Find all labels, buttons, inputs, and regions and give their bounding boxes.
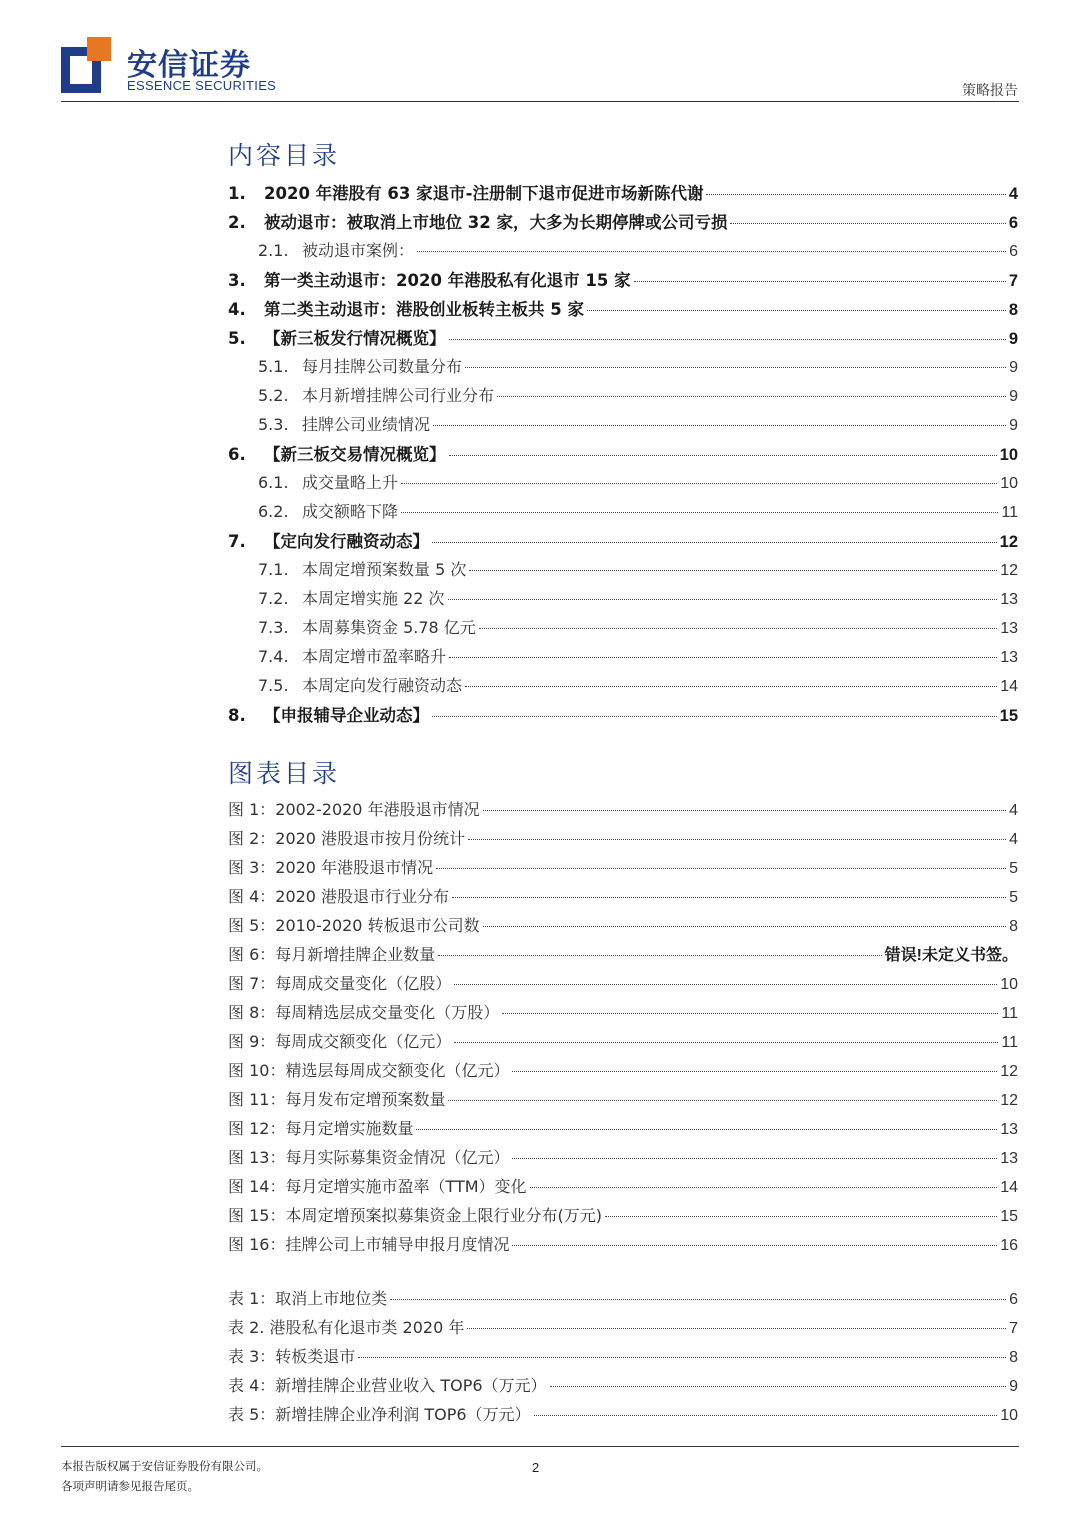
dot-leader	[497, 396, 1006, 397]
toc-number: 7.	[228, 532, 246, 551]
figure-list-item[interactable]	[228, 1087, 1018, 1111]
dot-leader	[452, 897, 1006, 898]
toc-page-number: 13	[1000, 620, 1018, 637]
toc-page-number: 11	[1001, 1005, 1018, 1022]
figure-list-item[interactable]	[228, 1000, 1018, 1024]
toc-item-level2[interactable]	[258, 586, 1018, 610]
dot-leader	[468, 839, 1006, 840]
dot-leader	[390, 1299, 1006, 1300]
toc-page-number: 13	[1000, 649, 1018, 666]
toc-entry-text: 挂牌公司业绩情况	[302, 415, 431, 434]
toc-page-number: 10	[1000, 976, 1018, 993]
toc-item-level2[interactable]	[258, 383, 1018, 407]
essence-logo-icon	[61, 37, 111, 93]
dot-leader	[605, 1216, 997, 1217]
toc-number: 5.	[228, 329, 246, 348]
toc-item-level1[interactable]	[228, 180, 1018, 204]
toc-number: 6.1.	[258, 473, 289, 492]
toc-entry-text: 第一类主动退市：2020 年港股私有化退市 15 家	[264, 271, 631, 290]
toc-page-number: 5	[1009, 860, 1018, 877]
toc-page-number: 15	[999, 707, 1018, 725]
toc-entry-text: 图 10：精选层每周成交额变化（亿元）	[228, 1061, 510, 1080]
toc-item-level1[interactable]	[228, 325, 1018, 349]
toc-page-number: 13	[1000, 1150, 1018, 1167]
dot-leader	[550, 1386, 1007, 1387]
contents-title: 内容目录	[228, 141, 341, 170]
dot-leader	[502, 1013, 998, 1014]
toc-page-number: 8	[1009, 918, 1018, 935]
dot-leader	[436, 868, 1006, 869]
toc-number: 4.	[228, 300, 246, 319]
toc-item-level2[interactable]	[258, 470, 1018, 494]
toc-entry-text: 图 14：每月定增实施市盈率（TTM）变化	[228, 1177, 527, 1196]
toc-item-level2[interactable]	[258, 354, 1018, 378]
dot-leader	[438, 955, 881, 956]
toc-entry-text: 每月挂牌公司数量分布	[302, 357, 463, 376]
toc-item-level2[interactable]	[258, 557, 1018, 581]
toc-page-number: 9	[1009, 388, 1018, 405]
header-divider	[61, 101, 1019, 102]
toc-entry-text: 图 6：每月新增挂牌企业数量	[228, 945, 436, 964]
toc-page-number: 10	[999, 446, 1018, 464]
figure-list-item[interactable]	[228, 1232, 1018, 1256]
toc-entry-text: 成交量略上升	[302, 473, 399, 492]
dot-leader	[449, 657, 997, 658]
toc-entry-text: 图 7：每周成交量变化（亿股）	[228, 974, 452, 993]
toc-entry-text: 被动退市：被取消上市地位 32 家，大多为长期停牌或公司亏损	[264, 213, 728, 232]
toc-entry-text: 本周定向发行融资动态	[302, 676, 463, 695]
dot-leader	[401, 483, 997, 484]
figure-list-item[interactable]	[228, 884, 1018, 908]
toc-entry-text: 表 2. 港股私有化退市类 2020 年	[228, 1318, 465, 1337]
dot-leader	[530, 1187, 998, 1188]
copyright-text: 本报告版权属于安信证券股份有限公司。	[61, 1459, 268, 1473]
toc-item-level1[interactable]	[228, 209, 1018, 233]
figure-list-item[interactable]	[228, 1029, 1018, 1053]
toc-entry-text: 表 4：新增挂牌企业营业收入 TOP6（万元）	[228, 1376, 547, 1395]
toc-page-number: 5	[1009, 889, 1018, 906]
dot-leader	[512, 1158, 997, 1159]
figure-list-item[interactable]	[228, 1203, 1018, 1227]
figure-list-item[interactable]	[228, 1058, 1018, 1082]
toc-entry-text: 图 16：挂牌公司上市辅导申报月度情况	[228, 1235, 510, 1254]
toc-entry-text: 图 11：每月发布定增预案数量	[228, 1090, 446, 1109]
toc-number: 6.2.	[258, 502, 289, 521]
toc-number: 2.1.	[258, 241, 289, 260]
toc-entry-text: 图 12：每月定增实施数量	[228, 1119, 414, 1138]
dot-leader	[433, 425, 1006, 426]
page-header	[0, 0, 1080, 104]
toc-page-number: 9	[1009, 1378, 1018, 1395]
figure-list-item[interactable]	[228, 1145, 1018, 1169]
toc-page-number: 9	[1008, 330, 1018, 348]
toc-item-level2[interactable]	[258, 412, 1018, 436]
toc-page-number: 13	[1000, 1121, 1018, 1138]
dot-leader	[448, 599, 998, 600]
toc-number: 5.1.	[258, 357, 289, 376]
dot-leader	[479, 628, 997, 629]
dot-leader	[432, 716, 997, 717]
toc-page-number: 6	[1008, 214, 1018, 232]
toc-page-number: 7	[1008, 272, 1018, 290]
dot-leader	[401, 512, 998, 513]
toc-item-level2[interactable]	[258, 238, 1018, 262]
dot-leader	[706, 194, 1005, 195]
toc-page-number: 12	[1000, 1092, 1018, 1109]
dot-leader	[416, 1129, 997, 1130]
toc-number: 6.	[228, 445, 246, 464]
toc-page-number: 16	[1000, 1237, 1018, 1254]
toc-item-level1[interactable]	[228, 267, 1018, 291]
report-type-label: 策略报告	[962, 83, 1018, 99]
dot-leader	[454, 984, 997, 985]
toc-page-number: 8	[1008, 301, 1018, 319]
toc-entry-text: 第二类主动退市：港股创业板转主板共 5 家	[264, 300, 584, 319]
dot-leader	[432, 542, 997, 543]
figure-list-item[interactable]	[228, 797, 1018, 821]
figure-list-item[interactable]	[228, 971, 1018, 995]
figure-list-item[interactable]	[228, 855, 1018, 879]
brand-name-cn: 安信证券	[127, 48, 251, 83]
disclaimer-text: 各项声明请参见报告尾页。	[61, 1479, 199, 1493]
figure-list-item[interactable]	[228, 826, 1018, 850]
toc-page-number: 12	[999, 533, 1018, 551]
toc-entry-text: 【申报辅导企业动态】	[264, 706, 429, 725]
toc-number: 5.3.	[258, 415, 289, 434]
toc-entry-text: 表 3：转板类退市	[228, 1347, 356, 1366]
dot-leader	[465, 686, 997, 687]
toc-number: 8.	[228, 706, 246, 725]
toc-item-level1[interactable]	[228, 702, 1018, 726]
dot-leader	[634, 281, 1006, 282]
toc-item-level1[interactable]	[228, 528, 1018, 552]
toc-entry-text: 本月新增挂牌公司行业分布	[302, 386, 495, 405]
toc-number: 1.	[228, 184, 246, 203]
toc-number: 5.2.	[258, 386, 289, 405]
toc-entry-text: 本周定增实施 22 次	[302, 589, 445, 608]
toc-page-number: 7	[1009, 1320, 1018, 1337]
toc-page-number: 10	[1000, 1407, 1018, 1424]
toc-entry-text: 成交额略下降	[302, 502, 399, 521]
dot-leader	[483, 810, 1007, 811]
toc-number: 7.4.	[258, 647, 289, 666]
toc-page-number: 4	[1009, 831, 1018, 848]
toc-page-number: 11	[1001, 1034, 1018, 1051]
toc-page-number: 13	[1000, 591, 1018, 608]
figure-list-item[interactable]	[228, 913, 1018, 937]
table-list-item[interactable]	[228, 1286, 1018, 1310]
toc-entry-text: 本周定增预案数量 5 次	[302, 560, 467, 579]
toc-entry-text: 2020 年港股有 63 家退市-注册制下退市促进市场新陈代谢	[264, 184, 704, 203]
figure-list-item[interactable]	[228, 1116, 1018, 1140]
toc-item-level2[interactable]	[258, 644, 1018, 668]
table-list-item[interactable]	[228, 1315, 1018, 1339]
toc-page-number: 10	[1000, 475, 1018, 492]
dot-leader	[534, 1415, 998, 1416]
toc-item-level1[interactable]	[228, 296, 1018, 320]
dot-leader	[465, 367, 1006, 368]
figure-list-item[interactable]	[228, 942, 1018, 966]
table-list-item[interactable]	[228, 1344, 1018, 1368]
toc-entry-text: 本周募集资金 5.78 亿元	[302, 618, 476, 637]
toc-entry-text: 【定向发行融资动态】	[264, 532, 429, 551]
toc-number: 7.3.	[258, 618, 289, 637]
dot-leader	[449, 339, 1006, 340]
toc-entry-text: 【新三板发行情况概览】	[264, 329, 446, 348]
toc-page-number: 4	[1008, 185, 1018, 203]
dot-leader	[448, 1100, 997, 1101]
figure-list-item[interactable]	[228, 1174, 1018, 1198]
toc-entry-text: 图 8：每周精选层成交量变化（万股）	[228, 1003, 500, 1022]
dot-leader	[467, 1328, 1006, 1329]
figures-title: 图表目录	[228, 759, 341, 788]
dot-leader	[454, 1042, 998, 1043]
dot-leader	[417, 251, 1006, 252]
table-list-item[interactable]	[228, 1402, 1018, 1426]
toc-entry-text: 【新三板交易情况概览】	[264, 445, 446, 464]
dot-leader	[512, 1245, 997, 1246]
toc-item-level2[interactable]	[258, 615, 1018, 639]
toc-page-number: 错误!未定义书签。	[884, 947, 1018, 964]
toc-entry-text: 图 2：2020 港股退市按月份统计	[228, 829, 466, 848]
toc-number: 7.5.	[258, 676, 289, 695]
toc-page-number: 6	[1009, 243, 1018, 260]
dot-leader	[358, 1357, 1006, 1358]
toc-entry-text: 图 5：2010-2020 转板退市公司数	[228, 916, 480, 935]
toc-page-number: 4	[1009, 802, 1018, 819]
dot-leader	[449, 455, 997, 456]
footer-divider	[61, 1446, 1019, 1447]
toc-page-number: 11	[1001, 504, 1018, 521]
toc-page-number: 15	[1000, 1208, 1018, 1225]
toc-item-level2[interactable]	[258, 499, 1018, 523]
dot-leader	[730, 223, 1005, 224]
toc-entry-text: 图 9：每周成交额变化（亿元）	[228, 1032, 452, 1051]
toc-page-number: 14	[1000, 1179, 1018, 1196]
toc-entry-text: 表 1：取消上市地位类	[228, 1289, 388, 1308]
toc-item-level2[interactable]	[258, 673, 1018, 697]
dot-leader	[469, 570, 997, 571]
toc-page-number: 9	[1009, 359, 1018, 376]
toc-entry-text: 图 15：本周定增预案拟募集资金上限行业分布(万元)	[228, 1206, 602, 1225]
toc-entry-text: 图 13：每月实际募集资金情况（亿元）	[228, 1148, 510, 1167]
dot-leader	[483, 926, 1007, 927]
toc-number: 7.1.	[258, 560, 289, 579]
toc-item-level1[interactable]	[228, 441, 1018, 465]
footer-notes	[61, 1456, 268, 1496]
dot-leader	[587, 310, 1006, 311]
toc-number: 3.	[228, 271, 246, 290]
table-list-item[interactable]	[228, 1373, 1018, 1397]
toc-number: 7.2.	[258, 589, 289, 608]
dot-leader	[512, 1071, 997, 1072]
toc-page-number: 9	[1009, 417, 1018, 434]
toc-page-number: 8	[1009, 1349, 1018, 1366]
toc-page-number: 6	[1009, 1291, 1018, 1308]
toc-entry-text: 表 5：新增挂牌企业净利润 TOP6（万元）	[228, 1405, 531, 1424]
toc-entry-text: 被动退市案例：	[302, 241, 415, 260]
toc-entry-text: 图 4：2020 港股退市行业分布	[228, 887, 450, 906]
toc-entry-text: 本周定增市盈率略升	[302, 647, 447, 666]
toc-page-number: 12	[1000, 1063, 1018, 1080]
toc-entry-text: 图 3：2020 年港股退市情况	[228, 858, 434, 877]
page-number: 2	[532, 1460, 540, 1475]
brand-name-en: ESSENCE SECURITIES	[127, 78, 277, 93]
toc-number: 2.	[228, 213, 246, 232]
toc-page-number: 12	[1000, 562, 1018, 579]
toc-page-number: 14	[1000, 678, 1018, 695]
toc-entry-text: 图 1：2002-2020 年港股退市情况	[228, 800, 480, 819]
